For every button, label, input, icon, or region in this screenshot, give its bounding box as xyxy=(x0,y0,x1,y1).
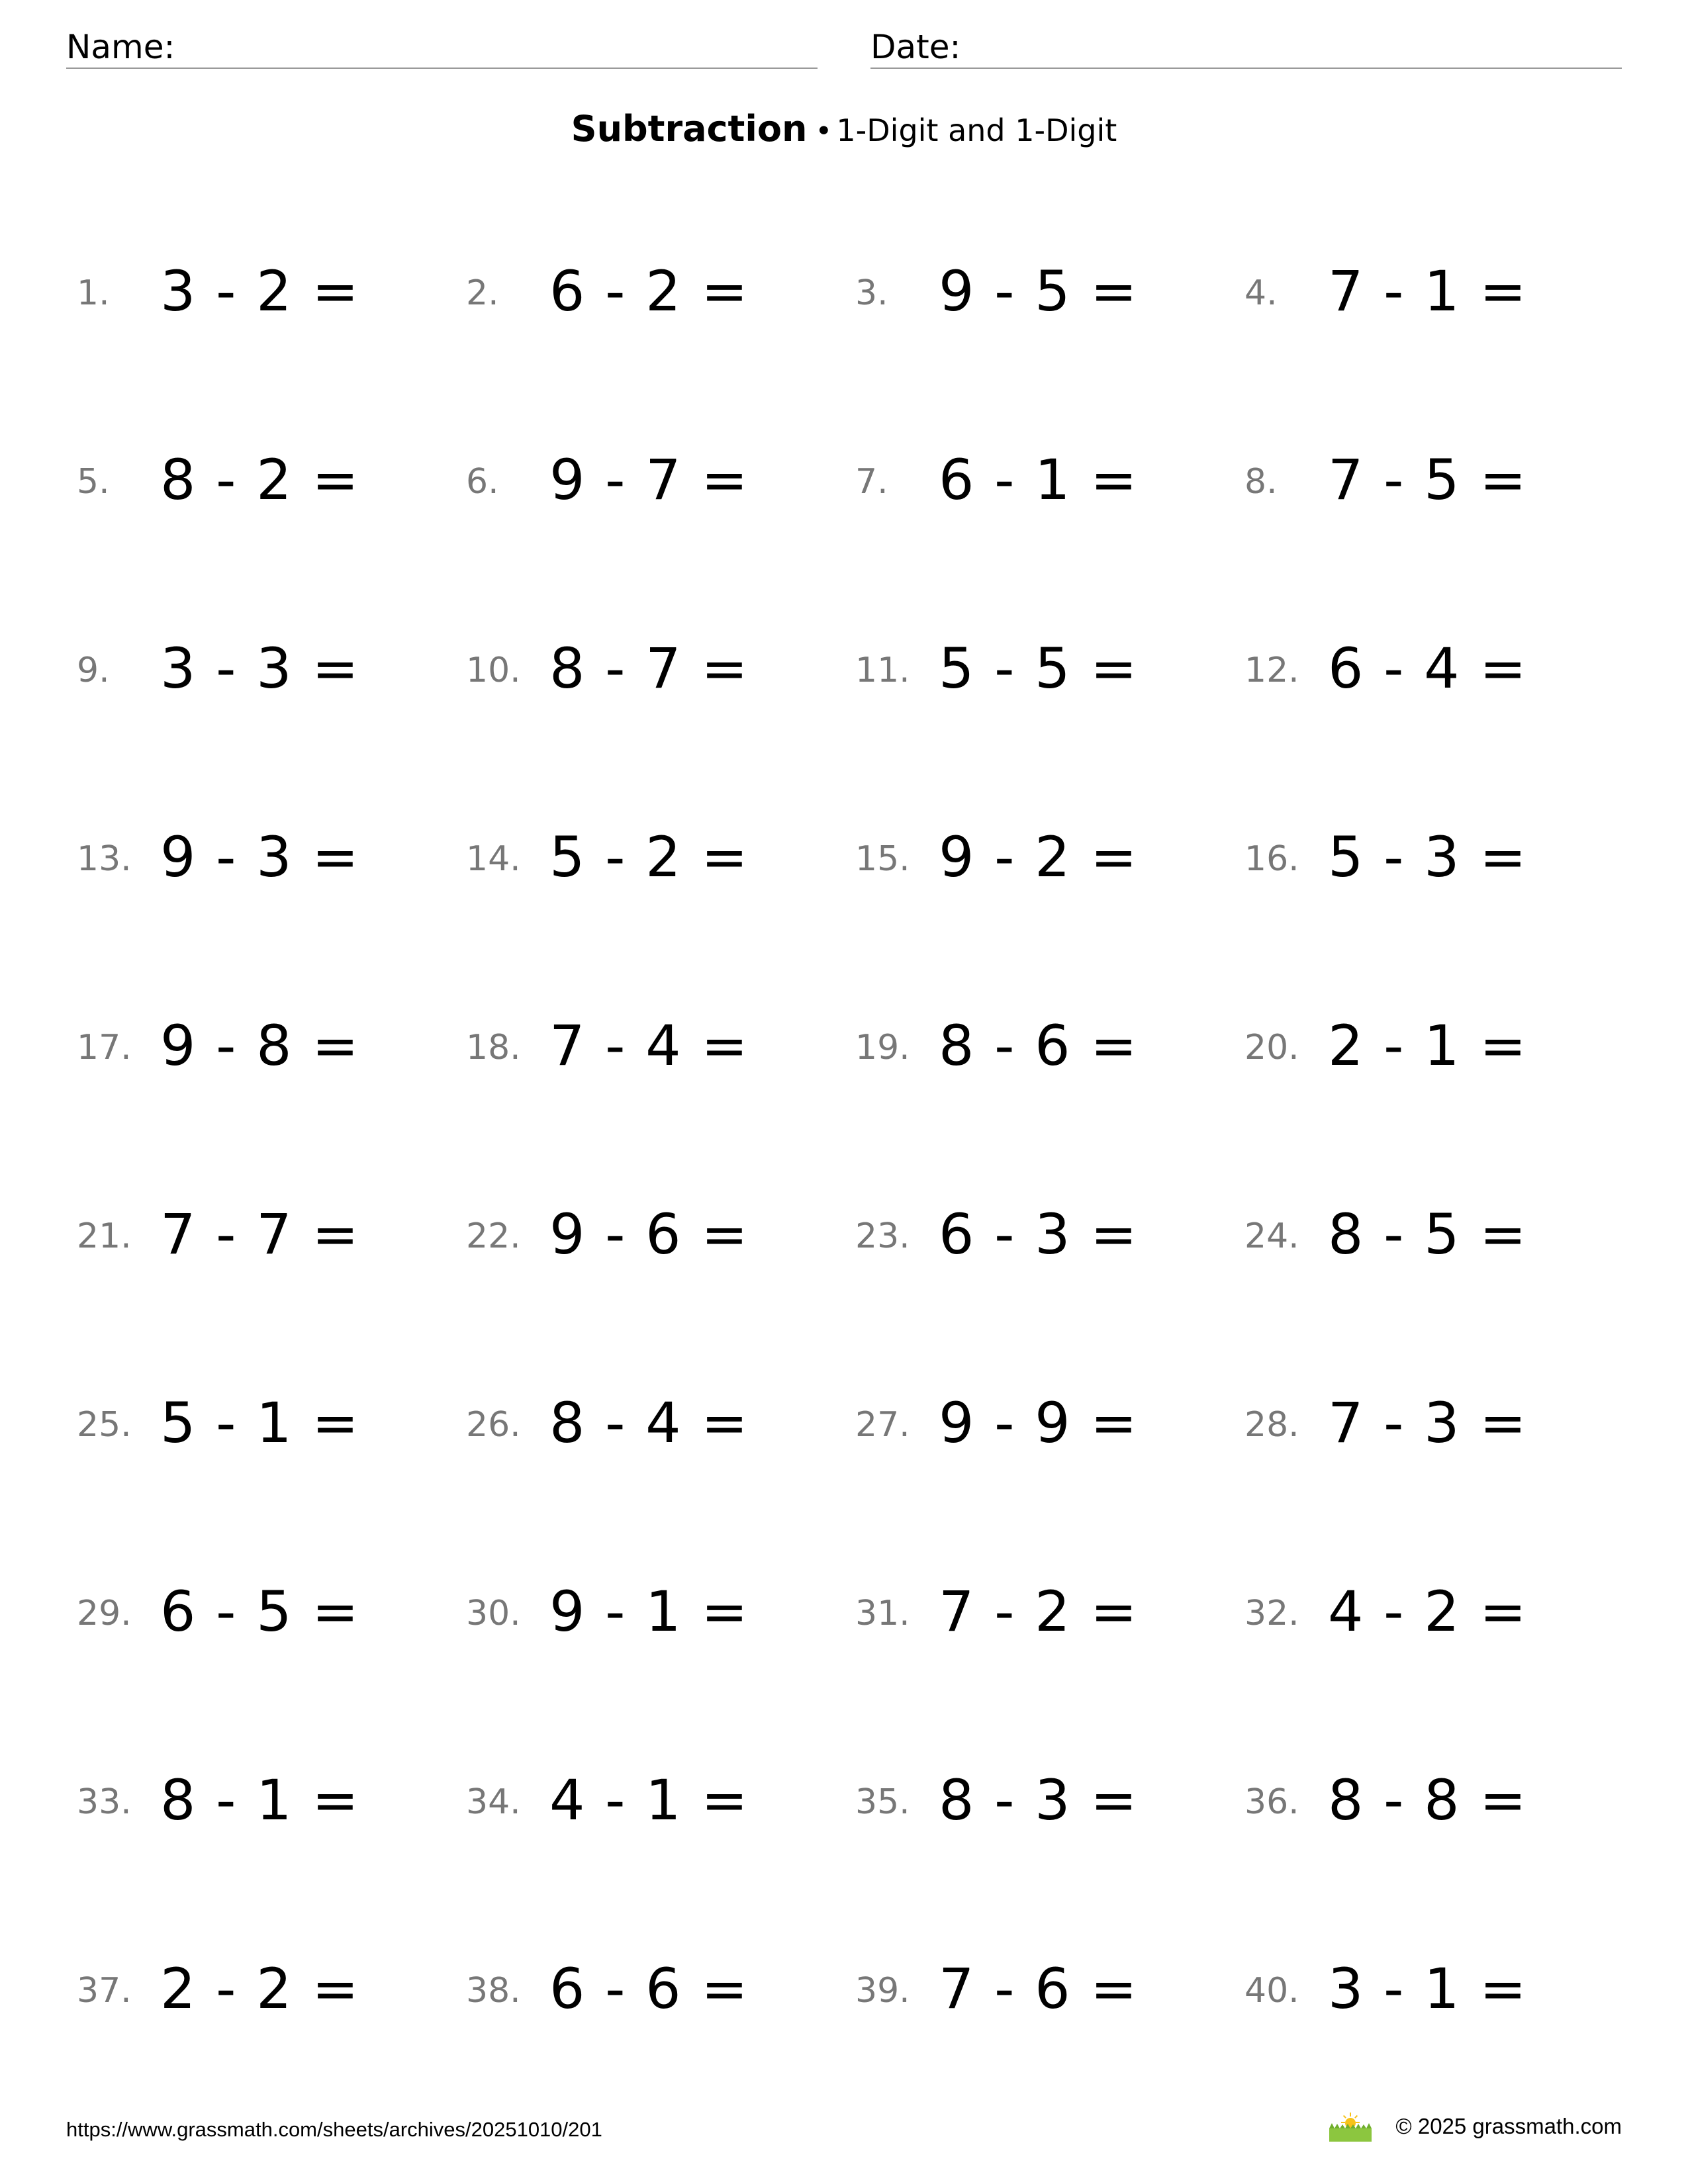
title-subtitle: 1-Digit and 1-Digit xyxy=(836,113,1117,148)
problem-number: 22. xyxy=(466,1216,521,1256)
problem-item xyxy=(855,1569,1244,1655)
name-label: Name: xyxy=(66,28,175,66)
problem-number: 26. xyxy=(466,1405,521,1445)
problem-item xyxy=(855,437,1244,523)
problem-expression: 9 - 2 = xyxy=(939,825,1139,889)
problem-number: 19. xyxy=(855,1028,910,1068)
problem-item xyxy=(1244,1569,1634,1655)
problem-number: 36. xyxy=(1244,1782,1299,1822)
problem-expression: 5 - 2 = xyxy=(549,825,749,889)
problem-item xyxy=(466,248,855,334)
problem-expression: 8 - 3 = xyxy=(939,1768,1139,1833)
problem-item xyxy=(1244,437,1634,523)
problem-item xyxy=(855,1191,1244,1277)
problem-item xyxy=(1244,1946,1634,2032)
problem-item xyxy=(855,248,1244,334)
problem-number: 15. xyxy=(855,839,910,879)
problem-expression: 8 - 2 = xyxy=(160,447,360,512)
problem-item xyxy=(77,1569,466,1655)
problem-item xyxy=(855,625,1244,711)
problem-expression: 7 - 5 = xyxy=(1328,447,1528,512)
problem-number: 29. xyxy=(77,1594,132,1633)
footer-copyright: © 2025 grassmath.com xyxy=(1395,2114,1622,2138)
problem-number: 37. xyxy=(77,1971,132,2011)
problem-number: 31. xyxy=(855,1594,910,1633)
problem-expression: 7 - 1 = xyxy=(1328,259,1528,324)
problem-item xyxy=(1244,1380,1634,1466)
problem-number: 35. xyxy=(855,1782,910,1822)
problem-number: 33. xyxy=(77,1782,132,1822)
problem-expression: 4 - 1 = xyxy=(549,1768,749,1833)
problem-expression: 7 - 4 = xyxy=(549,1013,749,1078)
name-field[interactable] xyxy=(66,24,818,69)
problem-expression: 6 - 5 = xyxy=(160,1579,360,1644)
title-separator: • xyxy=(815,114,833,148)
problem-number: 40. xyxy=(1244,1971,1299,2011)
problem-item xyxy=(466,1191,855,1277)
problem-item xyxy=(466,437,855,523)
problem-number: 25. xyxy=(77,1405,132,1445)
problem-expression: 7 - 6 = xyxy=(939,1956,1139,2021)
problem-item xyxy=(77,248,466,334)
problem-item xyxy=(466,814,855,900)
footer-url: https://www.grassmath.com/sheets/archives/20251010/201 xyxy=(66,2118,602,2141)
problem-number: 39. xyxy=(855,1971,910,2011)
problem-item xyxy=(77,1191,466,1277)
problem-number: 28. xyxy=(1244,1405,1299,1445)
problem-item xyxy=(1244,1191,1634,1277)
problem-expression: 6 - 3 = xyxy=(939,1202,1139,1267)
problem-expression: 9 - 3 = xyxy=(160,825,360,889)
problem-expression: 3 - 2 = xyxy=(160,259,360,324)
problem-number: 12. xyxy=(1244,651,1299,690)
problem-expression: 4 - 2 = xyxy=(1328,1579,1528,1644)
problem-item xyxy=(77,625,466,711)
problem-expression: 6 - 4 = xyxy=(1328,636,1528,701)
problem-expression: 8 - 6 = xyxy=(939,1013,1139,1078)
problem-number: 24. xyxy=(1244,1216,1299,1256)
problem-expression: 9 - 8 = xyxy=(160,1013,360,1078)
problem-number: 7. xyxy=(855,462,888,502)
problem-expression: 8 - 8 = xyxy=(1328,1768,1528,1833)
problem-expression: 8 - 1 = xyxy=(160,1768,360,1833)
problem-expression: 3 - 1 = xyxy=(1328,1956,1528,2021)
problem-expression: 8 - 4 = xyxy=(549,1390,749,1455)
problem-item xyxy=(77,1757,466,1843)
problem-expression: 9 - 9 = xyxy=(939,1390,1139,1455)
problem-item xyxy=(77,1946,466,2032)
problem-item xyxy=(466,1003,855,1089)
problem-number: 21. xyxy=(77,1216,132,1256)
grass-sun-logo-icon xyxy=(1328,2111,1373,2142)
problem-expression: 7 - 2 = xyxy=(939,1579,1139,1644)
problem-number: 11. xyxy=(855,651,910,690)
problem-item xyxy=(77,1380,466,1466)
problem-number: 18. xyxy=(466,1028,521,1068)
problem-item xyxy=(77,814,466,900)
problem-item xyxy=(855,1946,1244,2032)
problem-number: 27. xyxy=(855,1405,910,1445)
problem-number: 9. xyxy=(77,651,110,690)
problem-number: 14. xyxy=(466,839,521,879)
problem-expression: 8 - 7 = xyxy=(549,636,749,701)
problem-number: 4. xyxy=(1244,273,1278,313)
problem-item xyxy=(466,1380,855,1466)
problem-expression: 2 - 1 = xyxy=(1328,1013,1528,1078)
problem-number: 8. xyxy=(1244,462,1278,502)
problem-item xyxy=(77,437,466,523)
problem-item xyxy=(1244,625,1634,711)
problem-item xyxy=(855,1757,1244,1843)
problem-expression: 5 - 5 = xyxy=(939,636,1139,701)
header-fields xyxy=(66,24,1622,70)
problem-number: 30. xyxy=(466,1594,521,1633)
problem-item xyxy=(855,814,1244,900)
problem-expression: 5 - 1 = xyxy=(160,1390,360,1455)
problem-expression: 9 - 5 = xyxy=(939,259,1139,324)
problem-number: 16. xyxy=(1244,839,1299,879)
problem-expression: 6 - 1 = xyxy=(939,447,1139,512)
worksheet-title xyxy=(0,106,1688,155)
problem-number: 2. xyxy=(466,273,499,313)
problem-number: 17. xyxy=(77,1028,132,1068)
problem-expression: 7 - 7 = xyxy=(160,1202,360,1267)
footer-brand xyxy=(1328,2111,1622,2142)
problem-item xyxy=(1244,1757,1634,1843)
problem-number: 20. xyxy=(1244,1028,1299,1068)
problem-item xyxy=(855,1003,1244,1089)
problem-expression: 6 - 2 = xyxy=(549,259,749,324)
problem-number: 6. xyxy=(466,462,499,502)
problem-expression: 5 - 3 = xyxy=(1328,825,1528,889)
problem-number: 5. xyxy=(77,462,110,502)
problem-item xyxy=(1244,1003,1634,1089)
problem-number: 38. xyxy=(466,1971,521,2011)
problem-expression: 7 - 3 = xyxy=(1328,1390,1528,1455)
problem-expression: 2 - 2 = xyxy=(160,1956,360,2021)
problem-expression: 9 - 1 = xyxy=(549,1579,749,1644)
title-main: Subtraction xyxy=(571,108,808,150)
problem-item xyxy=(855,1380,1244,1466)
problem-item xyxy=(466,1757,855,1843)
problem-expression: 8 - 5 = xyxy=(1328,1202,1528,1267)
date-field[interactable] xyxy=(870,24,1622,69)
problem-expression: 9 - 6 = xyxy=(549,1202,749,1267)
problem-number: 10. xyxy=(466,651,521,690)
problem-number: 13. xyxy=(77,839,132,879)
problem-expression: 9 - 7 = xyxy=(549,447,749,512)
problem-grid xyxy=(0,248,1688,2134)
problem-expression: 6 - 6 = xyxy=(549,1956,749,2021)
problem-number: 1. xyxy=(77,273,110,313)
problem-item xyxy=(466,1946,855,2032)
problem-expression: 3 - 3 = xyxy=(160,636,360,701)
problem-item xyxy=(1244,814,1634,900)
problem-number: 23. xyxy=(855,1216,910,1256)
date-label: Date: xyxy=(870,28,961,66)
problem-item xyxy=(77,1003,466,1089)
problem-number: 3. xyxy=(855,273,888,313)
problem-item xyxy=(466,625,855,711)
problem-item xyxy=(1244,248,1634,334)
problem-number: 32. xyxy=(1244,1594,1299,1633)
problem-number: 34. xyxy=(466,1782,521,1822)
problem-item xyxy=(466,1569,855,1655)
